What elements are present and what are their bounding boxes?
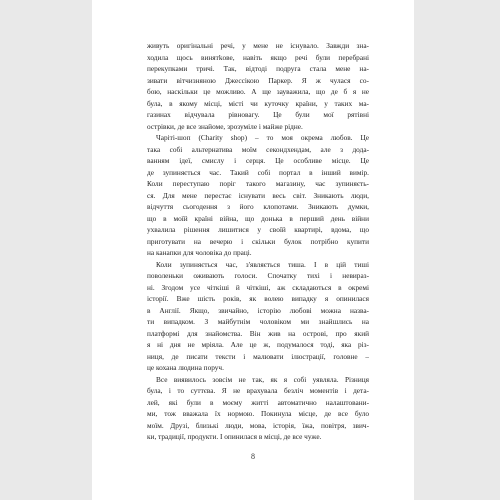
text-line: ванням ідеї, смислу і серця. Це особливе місце. Це <box>147 156 369 165</box>
text-line: ходила щось винятkове, навіть якщо речі були перебрані <box>147 52 369 62</box>
book-page <box>92 0 414 500</box>
text-line: була, і то суттєва. Я не врахувала безліч моментів і дета- <box>147 386 369 395</box>
text-line: перекупками тричі. Так, відтоді подруга стала мене на- <box>147 64 369 73</box>
text-line: ки, традиції, продукти. І опинилася в місці, де все чуже. <box>147 432 322 441</box>
text-line: платформі для знайомства. Він жив на острові, про який <box>147 328 369 338</box>
text-line: була, в якому місці, місті чи куточку країни, у таких ма- <box>147 98 369 108</box>
text-line: в Англії. Якщо, звичайно, історію любові можна назва- <box>147 305 369 315</box>
text-line: острівки, де все знайоме, зрозуміле і майже рідне. <box>147 121 303 131</box>
text-line: приготувати на вечерю і скільки булок потрібно купити <box>147 236 369 246</box>
paragraph <box>147 40 369 132</box>
text-line: що в моїй країні війна, що донька в перший день війни <box>147 213 369 223</box>
page-number: 8 <box>251 452 255 461</box>
paragraph <box>147 374 369 443</box>
text-line: бою, наскільки це можливо. А ще зауважила, що де б я не <box>147 87 369 96</box>
text-line: ти випадком. З майбутнім чоловіком ми знайшлись на <box>147 317 369 326</box>
text-line: така собі альтернатива моїм секондхендам, але з дода- <box>147 144 369 154</box>
body-text <box>147 40 369 443</box>
text-line: лей, які були в моєму житті автоматично налаштовани- <box>147 397 369 407</box>
text-line: зивати вітчизняною Джессікою Паркер. Я ж чулася со- <box>147 75 369 85</box>
text-line: на канапки для чоловіка до праці. <box>147 248 252 257</box>
text-line: ні. Згодом усе чіткіші й чіткіші, аж складаються в окремі <box>147 282 369 292</box>
text-line: живуть оригінальні речі, у мене не існувало. Завжди зна- <box>147 41 369 50</box>
text-line: поволеньки оживають голоси. Спочатку тихі і невираз- <box>147 271 369 280</box>
text-line: це кохана людина поруч. <box>147 363 224 372</box>
text-line: ухвалила рішення лишитися у своїй квартирі, вдома, що <box>147 225 369 234</box>
text-line: ся. Для мене перестає існувати весь світ. Зникають люди, <box>147 190 369 200</box>
text-line: моїм. Друзі, близькі люди, мова, історія, їжа, повітря, звич- <box>147 420 369 430</box>
paragraph <box>147 259 369 374</box>
text-line: Все виявилось зовсім не так, як я собі уявляла. Різниця <box>156 374 369 384</box>
text-line: відчуття сьогодення з його клопотами. Зникають думки, <box>147 202 369 211</box>
text-line: історії. Вже шість років, як волею випадку я опинилася <box>147 294 369 303</box>
text-line: Коли переступаю поріг такого магазину, час зупиняєть- <box>147 179 369 188</box>
text-line: я ні дня не мріяла. Але це ж, подумалося тоді, яка різ- <box>147 340 369 349</box>
paragraph <box>147 132 369 259</box>
text-line: Коли зупиняється час, з'являється тиша. І в цій тиші <box>156 259 369 269</box>
text-line: ми, тож вважала їх нормою. Покинула місце, де все було <box>147 409 369 418</box>
text-line: Чаріті-шоп (Charity shop) – то моя окрема любов. Це <box>156 133 369 142</box>
text-line: ниця, де писати тексти і малювати ілюстрації, головне – <box>147 351 369 361</box>
text-line: де зупиняється час. Такий собі портал в інший вимір. <box>147 167 369 177</box>
text-line: газинах відчувала рівновагу. Це були мої рятівні <box>147 110 369 119</box>
